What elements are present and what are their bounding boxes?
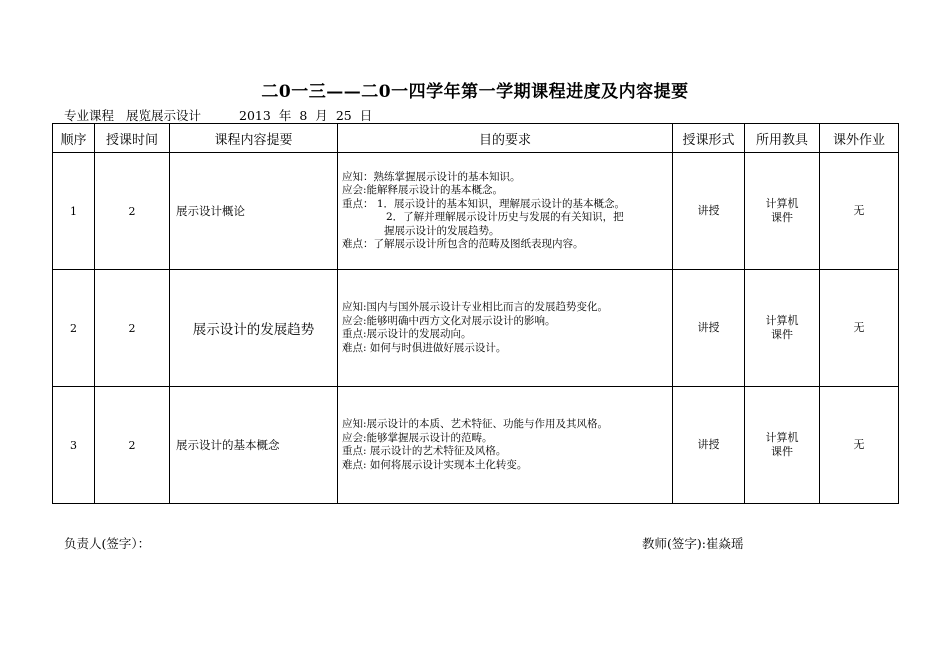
row-form: 讲授 [673, 153, 745, 270]
teacher-signature: 教师(签字):崔焱瑶 [642, 536, 744, 551]
table-row [53, 153, 899, 270]
date [239, 108, 380, 123]
row-topic: 展示设计的基本概念 [170, 387, 338, 504]
date-day: 25 [335, 108, 352, 123]
row-goals [338, 387, 673, 504]
course-label: 专业课程 [64, 108, 115, 123]
date-day-unit: 日 [359, 108, 373, 123]
tool-line: 课件 [771, 211, 793, 224]
goal-line: 难点：了解展示设计所包含的范畴及图纸表现内容。 [342, 238, 584, 250]
goal-line: 难点: 如何与时俱进做好展示设计。 [342, 341, 507, 354]
date-year: 2013 [239, 108, 271, 123]
tool-line: 课件 [771, 445, 793, 458]
row-goals [338, 153, 673, 270]
header-order: 顺序 [53, 124, 95, 153]
goal-line: 应知:国内与国外展示设计专业相比而言的发展趋势变化。 [342, 301, 609, 313]
goal-line: 2．了解并理解展示设计历史与发展的有关知识，把 [386, 211, 624, 223]
schedule-table [52, 123, 899, 504]
course-meta [64, 106, 380, 124]
row-form: 讲授 [673, 387, 745, 504]
page-title: 二0一三——二0一四学年第一学期课程进度及内容提要 [261, 82, 689, 102]
tool-line: 计算机 [765, 197, 799, 210]
row-hours: 2 [95, 387, 170, 504]
row-hours: 2 [95, 270, 170, 387]
goal-line: 应会:能解释展示设计的基本概念。 [342, 184, 504, 196]
goal-line: 应会:能够明确中西方文化对展示设计的影响。 [342, 314, 556, 327]
table-row [53, 270, 899, 387]
row-topic: 展示设计概论 [170, 153, 338, 270]
row-order: 2 [53, 270, 95, 387]
tool-line: 计算机 [765, 314, 799, 327]
table-header-row [53, 124, 899, 153]
row-homework: 无 [820, 270, 899, 387]
date-month-unit: 月 [315, 108, 328, 123]
responsible-signature: 负责人(签字）： [64, 536, 151, 551]
header-tools: 所用教具 [745, 124, 820, 153]
row-topic: 展示设计的发展趋势 [170, 270, 338, 387]
row-homework: 无 [820, 387, 899, 504]
date-month: 8 [299, 108, 308, 123]
row-tools [745, 387, 820, 504]
row-form: 讲授 [673, 270, 745, 387]
row-order: 1 [53, 153, 95, 270]
header-homework: 课外作业 [820, 124, 899, 153]
goal-line: 应知:展示设计的本质、艺术特征、功能与作用及其风格。 [342, 418, 609, 430]
row-homework: 无 [820, 153, 899, 270]
row-hours: 2 [95, 153, 170, 270]
course-name: 展览展示设计 [114, 109, 215, 124]
header-form: 授课形式 [673, 124, 745, 153]
goal-line: 重点: 展示设计的艺术特征及风格。 [342, 445, 507, 457]
goal-line: 重点： 1．展示设计的基本知识，理解展示设计的基本概念。 [342, 197, 626, 210]
goal-line: 应知：熟练掌握展示设计的基本知识。 [342, 170, 521, 183]
goal-line: 重点:展示设计的发展动向。 [342, 328, 472, 340]
header-content: 课程内容提要 [170, 124, 338, 153]
goal-line: 握展示设计的发展趋势。 [384, 224, 500, 237]
date-year-unit: 年 [278, 108, 292, 123]
goal-line: 难点: 如何将展示设计实现本土化转变。 [342, 458, 528, 471]
goal-line: 应会:能够掌握展示设计的范畴。 [342, 431, 493, 444]
row-tools [745, 270, 820, 387]
tool-line: 课件 [771, 328, 793, 341]
row-goals [338, 270, 673, 387]
table-row [53, 387, 899, 504]
row-order: 3 [53, 387, 95, 504]
header-goals: 目的要求 [338, 124, 673, 153]
header-hours: 授课时间 [95, 124, 170, 153]
row-tools [745, 153, 820, 270]
tool-line: 计算机 [765, 431, 799, 444]
